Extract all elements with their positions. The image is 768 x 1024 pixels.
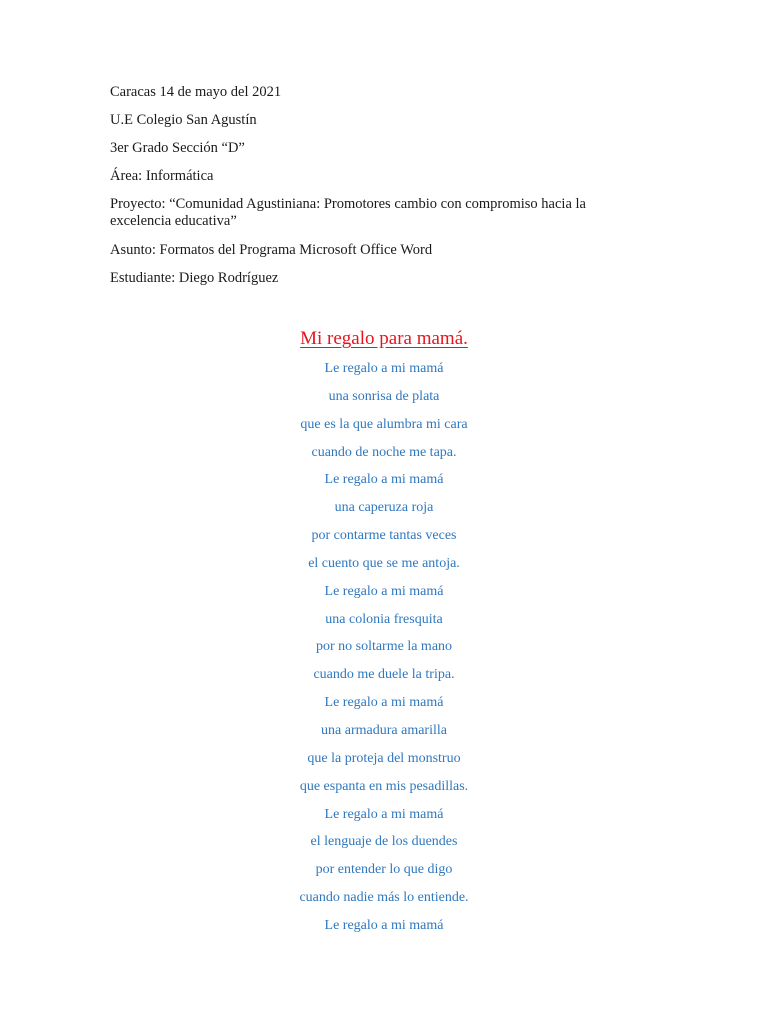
poem-line: por no soltarme la mano — [315, 639, 453, 655]
poem-line: por contarme tantas veces — [311, 528, 457, 544]
poem-line: Le regalo a mi mamá — [324, 917, 444, 933]
poem-line: cuando nadie más lo entiende. — [299, 890, 469, 906]
poem-line: Le regalo a mi mamá — [324, 472, 444, 488]
subject-line: Asunto: Formatos del Programa Microsoft Office Word — [110, 242, 433, 258]
poem-line: que es la que alumbra mi cara — [300, 416, 468, 432]
document-header — [110, 84, 650, 298]
poem-line: Le regalo a mi mamá — [324, 583, 444, 599]
poem-body — [0, 359, 768, 944]
poem-line: cuando me duele la tripa. — [313, 667, 455, 683]
poem-line: Le regalo a mi mamá — [324, 806, 444, 822]
poem-line: una colonia fresquita — [325, 611, 443, 627]
grade-line: 3er Grado Sección “D” — [110, 140, 245, 156]
poem-line: que la proteja del monstruo — [307, 750, 461, 766]
poem-line: una sonrisa de plata — [328, 388, 440, 404]
poem-line: que espanta en mis pesadillas. — [299, 778, 469, 794]
student-line: Estudiante: Diego Rodríguez — [110, 270, 279, 286]
school-line: U.E Colegio San Agustín — [110, 112, 257, 128]
poem-line: Le regalo a mi mamá — [324, 695, 444, 711]
poem-line: por entender lo que digo — [315, 862, 453, 878]
poem-line: el lenguaje de los duendes — [310, 834, 458, 850]
poem-line: una caperuza roja — [334, 500, 434, 516]
project-line: Proyecto: “Comunidad Agustiniana: Promotores cambio con compromiso hacia la excelencia educativa” — [110, 196, 586, 229]
poem-line: el cuento que se me antoja. — [308, 555, 460, 571]
date-line: Caracas 14 de mayo del 2021 — [110, 84, 282, 100]
poem-line: cuando de noche me tapa. — [311, 444, 457, 460]
poem-title: Mi regalo para mamá. — [300, 328, 468, 349]
area-line: Área: Informática — [110, 168, 214, 184]
poem-line: una armadura amarilla — [321, 722, 447, 738]
poem-line: Le regalo a mi mamá — [324, 361, 444, 376]
